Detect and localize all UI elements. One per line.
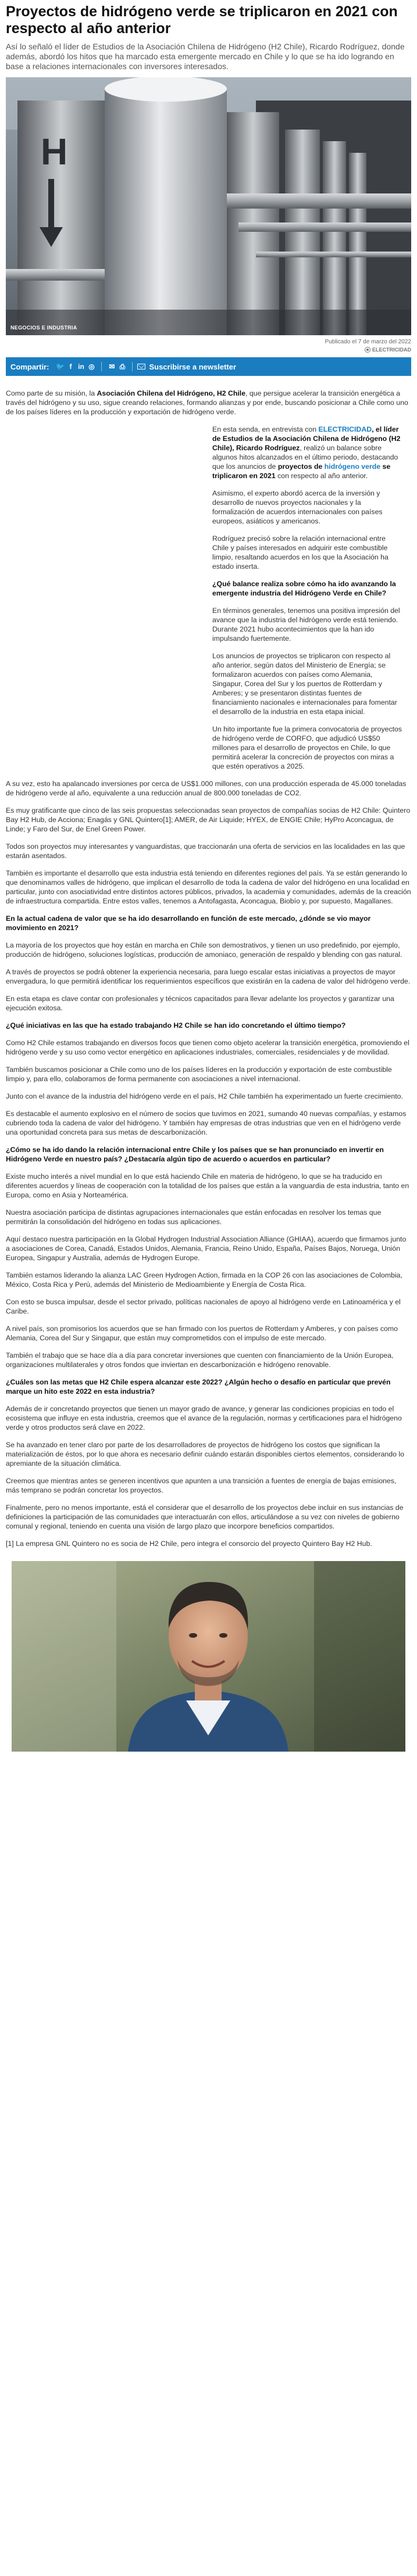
hero-image bbox=[6, 77, 411, 335]
interview-question: ¿Qué iniciativas en las que ha estado trabajando H2 Chile se han ido concretando el último tiempo? bbox=[6, 1021, 346, 1029]
newsletter-icon bbox=[137, 364, 145, 369]
paragraph: Aquí destaco nuestra participación en la Global Hydrogen Industrial Association Alliance (GHIAA), acuerdo que firmamos junto a asociaciones de Corea, Canadá, Estados Unidos, Alemania, Francia, Reino Unido, España, Países Bajos, Noruega, Unión Europea, Singapur y Australia, además de Hydrogen Europe. bbox=[6, 1235, 407, 1262]
article-body bbox=[6, 389, 411, 1548]
interview-question: En la actual cadena de valor que se ha ido desarrollando en función de este mercado, ¿dónde se vio mayor movimiento en 2021? bbox=[6, 914, 371, 932]
interview-column bbox=[212, 425, 403, 779]
paragraph: La mayoría de los proyectos que hoy están en marcha en Chile son demostrativos, y tienen un uso predefinido, por ejemplo, producción de hidrógeno, soluciones logísticas, producción de amoniaco, generación de respaldo y blending con gas natural. bbox=[6, 941, 402, 959]
paragraph: En esta senda, en entrevista con ELECTRICIDAD, el líder de Estudios de la Asociación Chilena de Hidrógeno (H2 Chile), Ricardo Rodríguez, realizó un balance sobre algunos hitos alcanzados en el último periodo, destacando que los anuncios de proyectos de hidrógeno verde se triplicaron en 2021 con respecto al año anterior. bbox=[212, 425, 401, 480]
electricidad-link[interactable]: ELECTRICIDAD bbox=[318, 425, 372, 433]
share-label: Compartir: bbox=[10, 362, 49, 371]
paragraph: Un hito importante fue la primera convocatoria de proyectos de hidrógeno verde de CORFO, que adjudicó US$50 millones para el desarrollo de proyectos en Chile, lo que permitirá acelerar la concreción de proyectos con miras a que estén operativos a 2025. bbox=[212, 725, 402, 770]
subscribe-newsletter-button[interactable] bbox=[137, 363, 236, 371]
paragraph: Como H2 Chile estamos trabajando en diversos focos que tienen como objeto acelerar la transición energética, promoviendo el hidrógeno verde y su uso como vector energético en aplicaciones industriales, comerciales, residenciales y de movilidad. bbox=[6, 1039, 409, 1056]
paragraph: En esta etapa es clave contar con profesionales y técnicos capacitados para llevar adelante los proyectos y garantizar una ejecución exitosa. bbox=[6, 995, 394, 1012]
paragraph: Es muy gratificante que cinco de las seis propuestas seleccionadas sean proyectos de compañías socias de H2 Chile: Quintero Bay H2 Hub, de Acciona; Enagás y GNL Quintero[1]; AMER, de Air Liquide; HYEX, de ENGIE Chile; HyPro Aconcagua, de Linde; y Faro del Sur, de Enel Green Power. bbox=[6, 806, 411, 833]
paragraph: Como parte de su misión, la Asociación Chilena del Hidrógeno, H2 Chile, que persigue acelerar la transición energética a través del hidrógeno y su uso, sigue creando relaciones, formando alianzas y por ende, buscando posicionar a Chile como uno de los países líderes en la producción y exportación de hidrógeno verde. bbox=[6, 389, 408, 416]
paragraph: También estamos liderando la alianza LAC Green Hydrogen Action, firmada en la COP 26 con las asociaciones de Colombia, México, Costa Rica y Perú, además del Ministerio de Medioambiente y Energía de Costa Rica. bbox=[6, 1271, 402, 1289]
interview-question: ¿Qué balance realiza sobre cómo ha ido avanzando la emergente industria del Hidrógeno Verde en Chile? bbox=[212, 580, 396, 597]
facebook-icon[interactable]: f bbox=[69, 363, 72, 371]
hydrogen-tanks-illustration bbox=[6, 77, 411, 335]
hidrogeno-verde-link[interactable]: hidrógeno verde bbox=[324, 462, 381, 471]
interview-question: ¿Cómo se ha ido dando la relación internacional entre Chile y los países que se han pronunciado en invertir en Hidrógeno Verde en nuestro país? ¿Destacaría algún tipo de acuerdo o acuerdos en particular? bbox=[6, 1146, 384, 1163]
paragraph: Es destacable el aumento explosivo en el número de socios que tuvimos en 2021, sumando 40 nuevas compañías, y estamos cubriendo toda la cadena de valor del hidrógeno. Y también hay empresas de otras industrias que ven en el hidrógeno verde una oportunidad concreta para sus metas de descarbonización. bbox=[6, 1110, 407, 1136]
footnote: [1] La empresa GNL Quintero no es socia de H2 Chile, pero integra el consorcio del proyecto Quintero Bay H2 Hub. bbox=[6, 1540, 372, 1548]
email-icon[interactable]: ✉ bbox=[109, 363, 115, 371]
interview-question: ¿Cuáles son las metas que H2 Chile espera alcanzar este 2022? ¿Algún hecho o desafío en particular que prevén marque un hito este 2022 en esta industria? bbox=[6, 1378, 391, 1395]
linkedin-icon[interactable]: in bbox=[78, 363, 84, 371]
paragraph: Nuestra asociación participa de distintas agrupaciones internacionales que están enfocadas en resolver los temas que permitirán la consolidación del hidrógeno en todas sus aplicaciones. bbox=[6, 1208, 382, 1226]
interviewee-photo bbox=[12, 1561, 405, 1752]
divider bbox=[132, 362, 133, 371]
section-icon bbox=[365, 347, 370, 353]
paragraph: También es importante el desarrollo que esta industria está teniendo en diferentes regiones del país. Ya se están generando lo que denominamos valles de hidrógeno, que implican el desarrollo de toda la cadena de valor del hidrógeno en una localidad en particular, junto con asociatividad entre distintos actores públicos, privados, la academia y comunidades, además de la creación de infraestructura compartida. Entre estos valles, tenemos a Antofagasta, Aconcagua, Biobío y, por supuesto, Magallanes. bbox=[6, 869, 411, 905]
paragraph: Finalmente, pero no menos importante, está el considerar que el desarrollo de los proyectos debe incluir en sus instancias de definiciones la participación de las comunidades que interactuarán con ellos, articulándose a su vez con niveles de gobierno comunal y regional, teniendo en cuenta una visión de largo plazo que incorpore beneficios compartidos. bbox=[6, 1504, 404, 1530]
paragraph: Existe mucho interés a nivel mundial en lo que está haciendo Chile en materia de hidrógeno, lo que se ha traducido en diferentes acuerdos y líneas de cooperación con la totalidad de los países que están a la vanguardia de esta industria, tanto en Europa, como en Asia y Norteamérica. bbox=[6, 1172, 409, 1199]
article-title: Proyectos de hidrógeno verde se triplicaron en 2021 con respecto al año anterior bbox=[6, 3, 398, 37]
hero-caption: NEGOCIOS E INDUSTRIA bbox=[10, 325, 77, 331]
whatsapp-icon[interactable]: ◎ bbox=[88, 363, 95, 371]
article-lead: Así lo señaló el líder de Estudios de la Asociación Chilena de Hidrógeno (H2 Chile), Ricardo Rodríguez, donde además, abordó los hitos que ha marcado esta emergente mercado en Chile y lo que se ha ido logrando en base a relaciones internacionales con inversores interesados. bbox=[6, 42, 405, 71]
share-bar bbox=[6, 357, 411, 376]
paragraph: A su vez, esto ha apalancado inversiones por cerca de US$1.000 millones, con una producción esperada de 45.000 toneladas de hidrógeno verde al año, equivalente a una reducción anual de 800.000 toneladas de CO2. bbox=[6, 780, 407, 797]
paragraph: Rodríguez precisó sobre la relación internacional entre Chile y países interesados en adquirir este combustible limpio, resaltando acuerdos en los que la Asociación ha estado inserta. bbox=[212, 534, 389, 571]
divider bbox=[101, 362, 102, 371]
svg-text:H: H bbox=[41, 131, 68, 173]
twitter-icon[interactable]: 🐦 bbox=[55, 363, 65, 371]
paragraph: También el trabajo que se hace día a día para concretar inversiones que cuenten con financiamiento de la Unión Europea, organizaciones multilaterales y otros fondos que inviertan en descarbonización e hidrógeno renovable. bbox=[6, 1351, 394, 1369]
paragraph: También buscamos posicionar a Chile como uno de los países líderes en la producción y exportación de este combustible limpio y, para ello, colaboramos de forma permanente con asociaciones a nivel internacional. bbox=[6, 1065, 392, 1083]
section-label: ELECTRICIDAD bbox=[372, 347, 411, 353]
paragraph: A nivel país, son promisorios los acuerdos que se han firmado con los puertos de Rotterdam y Amberes, y con países como Alemania, Corea del Sur y Singapur, que están muy comprometidos con el impulso de este mercado. bbox=[6, 1325, 398, 1342]
paragraph: Junto con el avance de la industria del hidrógeno verde en el país, H2 Chile también ha experimentado un fuerte crecimiento. bbox=[6, 1092, 403, 1100]
paragraph: En términos generales, tenemos una positiva impresión del avance que la industria del hidrógeno verde está teniendo. Durante 2021 hubo acontecimientos que la han ido impulsando fuertemente. bbox=[212, 607, 400, 643]
paragraph: Además de ir concretando proyectos que tienen un mayor grado de avance, y generar las condiciones propicias en todo el ecosistema que influye en esta industria, creemos que el avance de la regulación, normas y certificaciones para el hidrógeno verde y otros productos será clave en 2022. bbox=[6, 1405, 402, 1431]
paragraph: Asimismo, el experto abordó acerca de la inversión y desarrollo de nuevos proyectos nacionales y la formalización de acuerdos internacionales con países europeos, asiáticos y americanos. bbox=[212, 489, 383, 525]
subscribe-label: Suscribirse a newsletter bbox=[149, 362, 237, 371]
paragraph: Creemos que mientras antes se generen incentivos que apunten a una transición a fuentes de energía de bajas emisiones, más temprano se podrán concretar los proyectos. bbox=[6, 1477, 397, 1494]
paragraph: Todos son proyectos muy interesantes y vanguardistas, que traccionarán una oferta de servicios en las localidades en las que estarán asentados. bbox=[6, 842, 405, 860]
paragraph: A través de proyectos se podrá obtener la experiencia necesaria, para luego escalar estas iniciativas a proyectos de mayor envergadura, lo que permitirá identificar los requerimientos específicos que existirán en la cadena de valor del hidrógeno verde. bbox=[6, 968, 411, 985]
paragraph: Se ha avanzado en tener claro por parte de los desarrolladores de proyectos de hidrógeno los costos que significan la materialización de éstos, por lo que ahora es necesario definir cuándo estarán disponibles ciertos elementos, considerando lo apremiante de la situación climática. bbox=[6, 1441, 404, 1468]
section-tag[interactable] bbox=[6, 347, 411, 353]
print-icon[interactable]: ⎙ bbox=[119, 362, 126, 371]
portrait-illustration bbox=[12, 1561, 405, 1752]
paragraph: Los anuncios de proyectos se triplicaron con respecto al año anterior, según datos del Ministerio de Energía; se formalizaron acuerdos con países como Alemania, Singapur, Corea del Sur y los puertos de Rotterdam y Amberes; y se presentaron distintas fuentes de financiamiento nacionales e internacionales para fomentar el desarrollo de la industria en esta etapa inicial. bbox=[212, 652, 397, 716]
publish-date: Publicado el 7 de marzo del 2022 bbox=[325, 339, 411, 345]
paragraph: Con esto se busca impulsar, desde el sector privado, políticas nacionales de apoyo al hidrógeno verde en Latinoamérica y el Caribe. bbox=[6, 1298, 401, 1315]
